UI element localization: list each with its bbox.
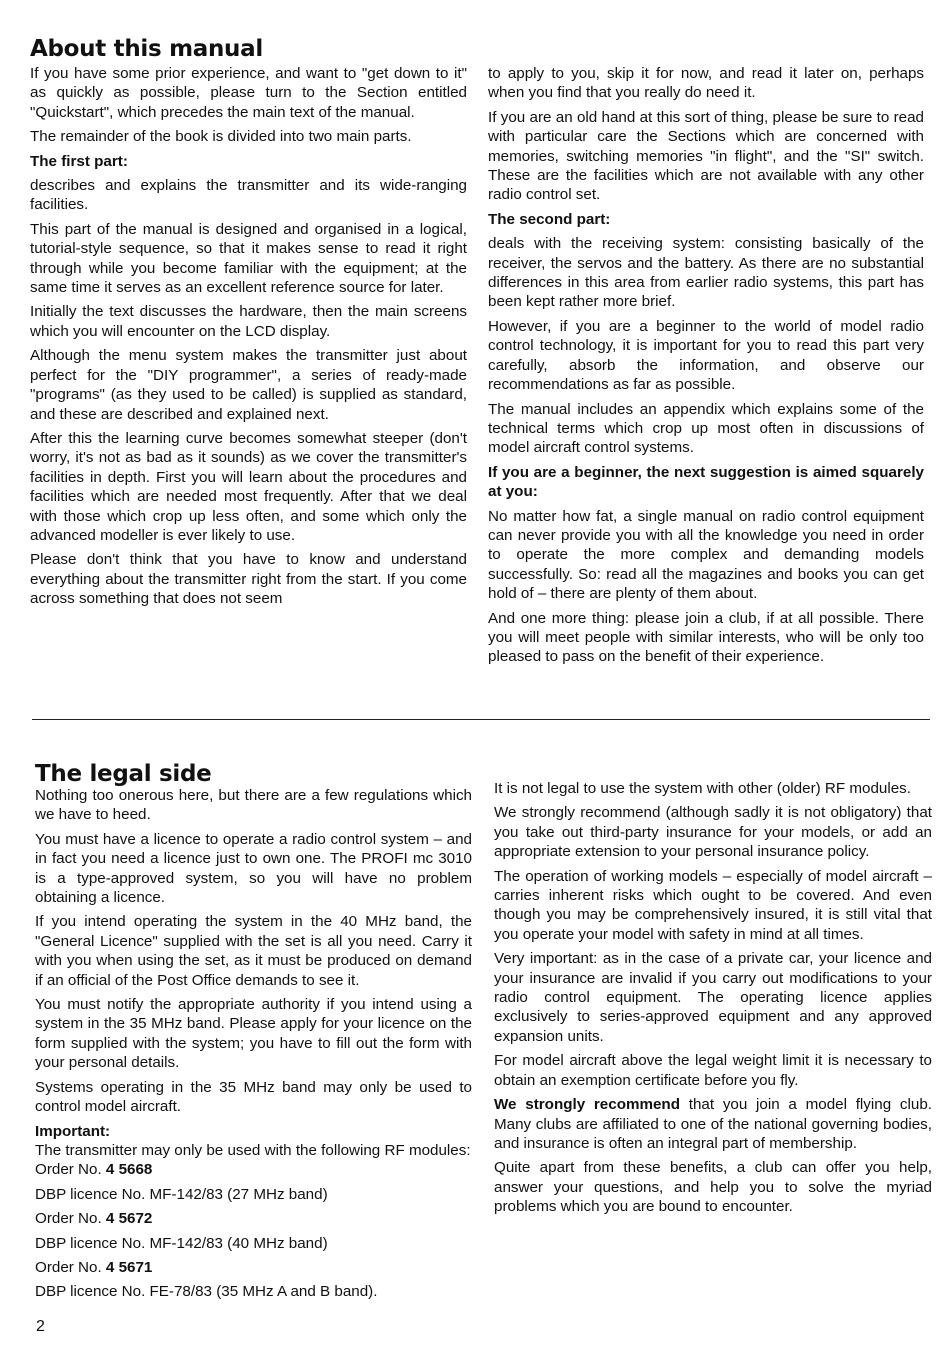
order-number: 4 5668 [105,1161,153,1179]
important-heading: Important: [35,1122,111,1140]
order-prefix: Order No. [35,1161,106,1179]
about-left-column [30,64,467,614]
paragraph: Very important: as in the case of a private car, your licence and your insurance are invalid if you carry out modifications to your radio control equipment. The operating licence applies exclusively to series-approved equipment and any approved expansion units. [494,950,932,1045]
rf-module-list [35,1160,472,1301]
paragraph: After this the learning curve becomes somewhat steeper (don't worry, it's not as bad as it sounds) as we cover the transmitter's facilities in depth. First you will learn about the procedures and facilities which are needed most frequently. After that we deal with those which crop up less often, and some which only the advanced modeller is ever likely to use. [30,429,467,544]
paragraph: Quite apart from these benefits, a club can offer you help, answer your questions, and help you to solve the myriad problems which you are bound to encounter. [494,1159,932,1216]
paragraph: However, if you are a beginner to the world of model radio control technology, it is important for you to read this part very carefully, absorb the information, and observe our recommendations as far as possible. [488,317,924,394]
paragraph: And one more thing: please join a club, if at all possible. There you will meet people with similar interests, who will be only too pleased to pass on the benefit of their experience. [488,609,924,666]
first-part-heading: The first part: [30,152,128,170]
paragraph: Systems operating in the 35 MHz band may only be used to control model aircraft. [35,1078,472,1116]
licence-line: DBP licence No. MF-142/83 (27 MHz band) [35,1185,328,1203]
order-number: 4 5672 [105,1210,153,1228]
order-number: 4 5671 [105,1258,153,1276]
licence-line: DBP licence No. MF-142/83 (40 MHz band) [35,1234,328,1252]
paragraph: deals with the receiving system: consisting basically of the receiver, the servos and the battery. As there are no substantial differences in this area from earlier radio systems, this part has been kept rather more brief. [488,235,924,311]
about-right-column [488,64,924,672]
licence-line: DBP licence No. FE-78/83 (35 MHz A and B band). [35,1283,378,1301]
paragraph: Please don't think that you have to know and understand everything about the transmitter right from the start. If you come across something that does not seem [30,551,467,608]
paragraph: The transmitter may only be used with the following RF modules: [35,1141,471,1159]
order-line [35,1258,472,1277]
legal-left-column [35,786,472,1307]
paragraph: No matter how fat, a single manual on radio control equipment can never provide you with all the knowledge you need in order to operate the more complex and demanding models successfully. So: read all the magazines and books you can get hold of – there are plenty of them about. [488,507,924,603]
paragraph: Nothing too onerous here, but there are a few regulations which we have to heed. [35,787,472,824]
paragraph: You must notify the appropriate authority if you intend using a system in the 35 MHz band. Please apply for your licence on the form supplied with the system; you have to fill out the form with your personal details. [35,996,472,1072]
legal-right-column [494,779,932,1222]
paragraph: For model aircraft above the legal weight limit it is necessary to obtain an exemption certificate before you fly. [494,1052,932,1089]
paragraph: Initially the text discusses the hardware, then the main screens which you will encounter on the LCD display. [30,303,467,340]
second-part-heading: The second part: [488,210,611,228]
paragraph-rest: that you join a model flying club. Many clubs are affiliated to one of the national governing bodies, and insurance is often an integral part of membership. [494,1096,932,1152]
paragraph: It is not legal to use the system with other (older) RF modules. [494,780,911,797]
paragraph: If you are an old hand at this sort of thing, please be sure to read with particular care the Sections which are concerned with memories, switching memories "in flight", and the "SI" switch. These are the facilities which are not available with any other radio control set. [488,108,924,204]
order-prefix: Order No. [35,1258,106,1276]
paragraph: You must have a licence to operate a radio control system – and in fact you need a licence just to own one. The PROFI mc 3010 is a type-approved system, so you will have no problem obtaining a licence. [35,830,472,907]
paragraph: to apply to you, skip it for now, and read it later on, perhaps when you find that you really do need it. [488,65,924,102]
paragraph: The manual includes an appendix which explains some of the technical terms which crop up most often in discussions of model aircraft control systems. [488,400,924,457]
beginner-heading: If you are a beginner, the next suggestion is aimed squarely at you: [488,463,924,501]
paragraph: describes and explains the transmitter and its wide-ranging facilities. [30,177,467,214]
order-prefix: Order No. [35,1210,106,1228]
about-manual-heading: About this manual [30,36,263,62]
paragraph: If you have some prior experience, and want to "get down to it" as quickly as possible, please turn to the Section entitled "Quickstart", which precedes the main text of the manual. [30,65,467,121]
page-number: 2 [36,1318,45,1335]
paragraph: Although the menu system makes the transmitter just about perfect for the "DIY programmer", a series of ready-made "programs" (as they used to be called) is supplied as standard, and these are described and explained next. [30,347,467,423]
order-line [35,1160,472,1179]
paragraph: This part of the manual is designed and organised in a logical, tutorial-style sequence, so that it makes sense to read it right through while you become familiar with the equipment; at the same time it serves as an excellent reference source for later. [30,220,467,297]
strong-recommend: We strongly recommend [494,1096,680,1114]
section-divider [32,719,930,720]
paragraph [494,1095,932,1153]
paragraph: The remainder of the book is divided into two main parts. [30,128,412,146]
paragraph: We strongly recommend (although sadly it is not obligatory) that you take out third-party insurance for your models, or add an appropriate extension to your personal insurance policy. [494,804,932,861]
paragraph: The operation of working models – especially of model aircraft – carries inherent risks which ought to be covered. And even though you may be comprehensively insured, it is still vital that you operate your model with safety in mind at all times. [494,867,932,943]
paragraph: If you intend operating the system in the 40 MHz band, the "General Licence" supplied with the set is all you need. Carry it with you when using the set, as it must be produced on demand if an official of the Post Office demands to see it. [35,913,472,989]
legal-heading: The legal side [35,761,212,787]
order-line [35,1209,472,1228]
